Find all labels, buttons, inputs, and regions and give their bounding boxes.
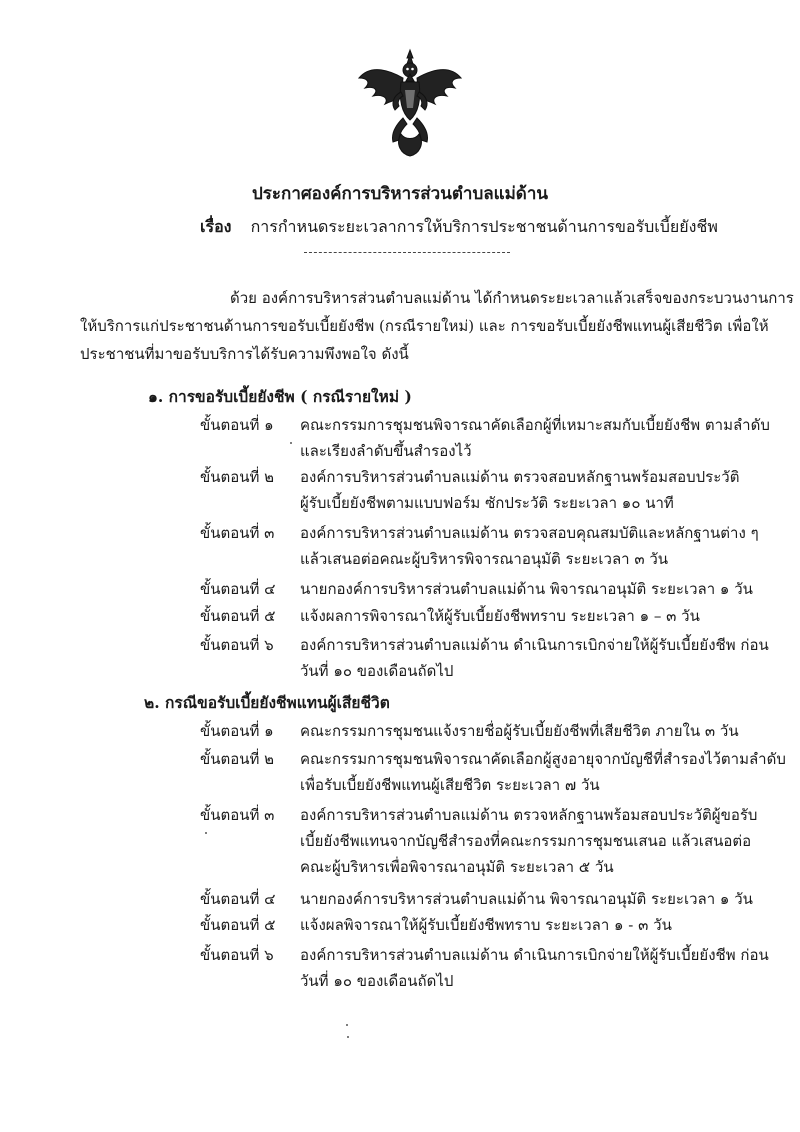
scan-speck <box>205 832 207 834</box>
step-text: วันที่ ๑๐ ของเดือนถัดไป <box>300 972 454 990</box>
step-label: ขั้นตอนที่ ๔ <box>200 890 276 908</box>
step-label: ขั้นตอนที่ ๖ <box>200 946 274 964</box>
step-text: องค์การบริหารส่วนตำบลแม่ด้าน ตรวจสอบหลักฐานพร้อมสอบประวัติ <box>300 468 740 486</box>
step-item <box>200 802 760 880</box>
step-text: แจ้งผลการพิจารณาให้ผู้รับเบี้ยยังชีพทราบ ระยะเวลา ๑ – ๓ วัน <box>300 607 700 625</box>
intro-line: ด้วย องค์การบริหารส่วนตำบลแม่ด้าน ได้กำหนดระยะเวลาแล้วเสร็จของกระบวนงานการ <box>230 289 794 307</box>
intro-line: ประชาชนที่มาขอรับบริการได้รับความพึงพอใจ ดังนี้ <box>80 345 409 363</box>
divider-rule <box>304 252 510 253</box>
step-label: ขั้นตอนที่ ๕ <box>200 607 276 625</box>
step-text: องค์การบริหารส่วนตำบลแม่ด้าน ตรวจหลักฐานพร้อมสอบประวัติผู้ขอรับ <box>300 806 758 824</box>
step-text: คณะกรรมการชุมชนพิจารณาคัดเลือกผู้ที่เหมาะสมกับเบี้ยยังชีพ ตามลำดับ <box>300 416 770 434</box>
step-label: ขั้นตอนที่ ๓ <box>200 806 275 824</box>
step-item <box>200 520 760 572</box>
step-item <box>200 464 760 516</box>
step-text: และเรียงลำดับขึ้นสำรองไว้ <box>300 442 472 460</box>
step-item <box>200 603 760 629</box>
scan-speck <box>346 1024 348 1026</box>
step-item <box>200 912 760 938</box>
step-item <box>200 576 760 602</box>
step-item <box>200 632 769 684</box>
scan-speck <box>290 442 292 444</box>
step-label: ขั้นตอนที่ ๓ <box>200 524 275 542</box>
step-label: ขั้นตอนที่ ๕ <box>200 916 276 934</box>
step-text: คณะผู้บริหารเพื่อพิจารณาอนุมัติ ระยะเวลา ๕ วัน <box>300 858 614 876</box>
step-text: นายกองค์การบริหารส่วนตำบลแม่ด้าน พิจารณาอนุมัติ ระยะเวลา ๑ วัน <box>300 890 753 908</box>
subject-label: เรื่อง <box>200 217 232 236</box>
step-text: นายกองค์การบริหารส่วนตำบลแม่ด้าน พิจารณาอนุมัติ ระยะเวลา ๑ วัน <box>300 580 753 598</box>
step-label: ขั้นตอนที่ ๔ <box>200 580 276 598</box>
section-title: ๒. กรณีขอรับเบี้ยยังชีพแทนผู้เสียชีวิต <box>144 693 390 712</box>
announcement-title: ประกาศองค์การบริหารส่วนตำบลแม่ด้าน <box>251 184 549 204</box>
step-text: แล้วเสนอต่อคณะผู้บริหารพิจารณาอนุมัติ ระยะเวลา ๓ วัน <box>300 550 669 568</box>
scan-speck <box>347 1036 349 1038</box>
step-text: แจ้งผลพิจารณาให้ผู้รับเบี้ยยังชีพทราบ ระยะเวลา ๑ - ๓ วัน <box>300 916 672 934</box>
step-item <box>200 942 769 994</box>
step-text: องค์การบริหารส่วนตำบลแม่ด้าน ดำเนินการเบิกจ่ายให้ผู้รับเบี้ยยังชีพ ก่อน <box>300 636 769 654</box>
subject-text: การกำหนดระยะเวลาการให้บริการประชาชนด้านการขอรับเบี้ยยังชีพ <box>250 217 718 236</box>
step-label: ขั้นตอนที่ ๖ <box>200 636 274 654</box>
step-item <box>200 746 786 798</box>
step-label: ขั้นตอนที่ ๒ <box>200 468 275 486</box>
step-text: ผู้รับเบี้ยยังชีพตามแบบฟอร์ม ซักประวัติ ระยะเวลา ๑๐ นาที <box>300 494 674 512</box>
step-text: คณะกรรมการชุมชนแจ้งรายชื่อผู้รับเบี้ยยังชีพที่เสียชีวิต ภายใน ๓ วัน <box>300 722 739 740</box>
step-text: คณะกรรมการชุมชนพิจารณาคัดเลือกผู้สูงอายุจากบัญชีที่สำรองไว้ตามลำดับ <box>300 750 786 768</box>
step-item <box>200 886 760 912</box>
step-text: องค์การบริหารส่วนตำบลแม่ด้าน ตรวจสอบคุณสมบัติและหลักฐานต่าง ๆ <box>300 524 759 542</box>
step-item <box>200 412 770 464</box>
intro-line: ให้บริการแก่ประชาชนด้านการขอรับเบี้ยยังชีพ (กรณีรายใหม่) และ การขอรับเบี้ยยังชีพแทนผู้เสียชีวิต เพื่อให้ <box>80 317 769 335</box>
step-text: องค์การบริหารส่วนตำบลแม่ด้าน ดำเนินการเบิกจ่ายให้ผู้รับเบี้ยยังชีพ ก่อน <box>300 946 769 964</box>
step-text: วันที่ ๑๐ ของเดือนถัดไป <box>300 662 454 680</box>
step-text: เบี้ยยังชีพแทนจากบัญชีสำรองที่คณะกรรมการชุมชนเสนอ แล้วเสนอต่อ <box>300 832 752 850</box>
step-text: เพื่อรับเบี้ยยังชีพแทนผู้เสียชีวิต ระยะเวลา ๗ วัน <box>300 776 600 794</box>
intro-paragraph <box>80 284 794 368</box>
garuda-emblem-icon <box>355 48 465 158</box>
step-label: ขั้นตอนที่ ๑ <box>200 722 274 740</box>
step-label: ขั้นตอนที่ ๑ <box>200 416 274 434</box>
step-item <box>200 718 760 744</box>
subject-line <box>200 215 718 240</box>
step-label: ขั้นตอนที่ ๒ <box>200 750 275 768</box>
section-title: ๑. การขอรับเบี้ยยังชีพ ( กรณีรายใหม่ ) <box>148 387 412 406</box>
